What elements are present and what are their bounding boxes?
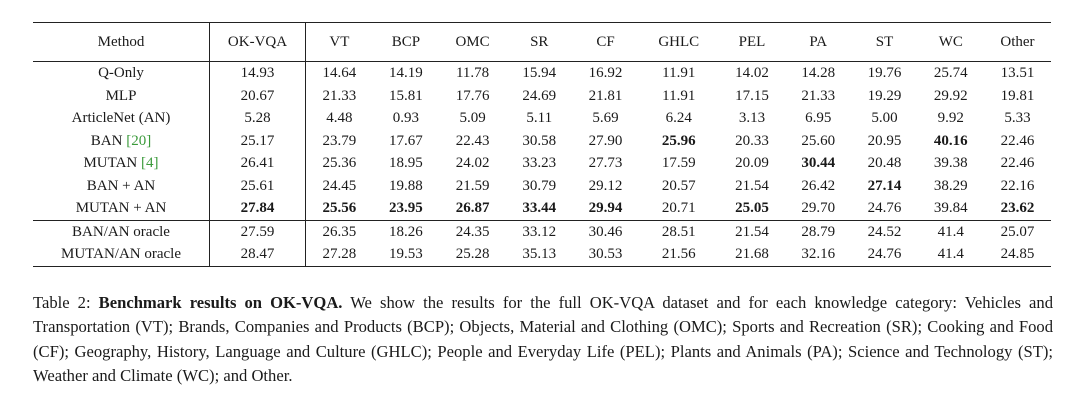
value-cell: 33.44	[522, 200, 557, 217]
value-cell: 29.94	[588, 200, 623, 217]
value-cell: 4.48	[326, 110, 353, 127]
value-cell: 20.95	[867, 132, 902, 149]
value-cell: 29.92	[933, 87, 968, 104]
value-cell: 38.29	[933, 177, 968, 194]
value-cell: 24.45	[322, 177, 357, 194]
method-name: MUTAN	[83, 155, 142, 172]
column-header: WC	[938, 34, 963, 50]
value-cell: 25.96	[661, 132, 696, 149]
value-cell: 3.13	[738, 110, 766, 127]
value-cell: 17.15	[735, 87, 769, 104]
value-cell: 26.41	[210, 152, 306, 175]
column-header: SR	[530, 34, 549, 50]
value-cell: 19.88	[388, 177, 423, 194]
table-row	[33, 243, 1051, 266]
value-cell: 14.28	[801, 65, 836, 82]
method-cell	[33, 85, 210, 108]
value-cell: 24.85	[1000, 246, 1035, 263]
value-cell: 28.79	[801, 223, 836, 240]
column-header: OK-VQA	[210, 23, 306, 62]
citation-link[interactable]: [20]	[126, 132, 152, 149]
value-cell: 25.28	[455, 246, 490, 263]
method-cell	[33, 152, 210, 175]
value-cell: 20.33	[735, 132, 769, 149]
value-cell: 15.81	[388, 87, 423, 104]
value-cell: 23.95	[388, 200, 423, 217]
table-body	[33, 62, 1051, 267]
value-cell: 24.35	[455, 223, 490, 240]
value-cell: 28.47	[210, 243, 306, 266]
value-cell: 19.81	[1000, 87, 1035, 104]
value-cell: 33.23	[522, 155, 557, 172]
value-cell: 30.53	[588, 246, 623, 263]
value-cell: 25.17	[210, 130, 306, 153]
method-cell	[33, 130, 210, 153]
value-cell: 17.59	[661, 155, 696, 172]
value-cell: 5.11	[526, 110, 553, 127]
value-cell: 21.54	[735, 177, 769, 194]
method-cell	[33, 197, 210, 220]
value-cell: 27.73	[588, 155, 623, 172]
value-cell: 41.4	[937, 246, 964, 263]
method-cell	[33, 220, 210, 243]
table-row	[33, 197, 1051, 220]
method-name: MUTAN/AN oracle	[60, 246, 181, 263]
value-cell: 25.60	[801, 132, 836, 149]
value-cell: 11.91	[662, 65, 696, 82]
value-cell: 25.56	[322, 200, 357, 217]
value-cell: 25.74	[933, 65, 968, 82]
value-cell: 25.07	[1000, 223, 1035, 240]
value-cell: 5.33	[1004, 110, 1031, 127]
column-header: GHLC	[658, 34, 700, 50]
value-cell: 6.95	[805, 110, 832, 127]
value-cell: 16.92	[588, 65, 623, 82]
value-cell: 20.67	[210, 85, 306, 108]
column-header: Method	[33, 23, 210, 62]
value-cell: 17.76	[455, 87, 490, 104]
value-cell: 0.93	[392, 110, 419, 127]
value-cell: 21.56	[661, 246, 696, 263]
value-cell: 21.54	[735, 223, 769, 240]
column-header: VT	[329, 34, 350, 50]
value-cell: 24.69	[522, 87, 557, 104]
value-cell: 11.91	[662, 87, 696, 104]
value-cell: 6.24	[665, 110, 692, 127]
value-cell: 27.84	[210, 197, 306, 220]
value-cell: 23.79	[322, 132, 357, 149]
value-cell: 24.02	[455, 155, 490, 172]
value-cell: 24.76	[867, 200, 902, 217]
value-cell: 21.33	[801, 87, 836, 104]
table-caption	[33, 291, 1053, 388]
value-cell: 41.4	[937, 223, 964, 240]
value-cell: 18.26	[388, 223, 423, 240]
value-cell: 22.43	[455, 132, 490, 149]
citation-link[interactable]: [4]	[141, 155, 159, 172]
column-header: PA	[809, 34, 828, 50]
method-cell	[33, 175, 210, 198]
value-cell: 22.46	[1000, 155, 1035, 172]
value-cell: 5.00	[871, 110, 898, 127]
value-cell: 24.52	[867, 223, 902, 240]
table-header	[33, 23, 1051, 62]
value-cell: 26.42	[801, 177, 836, 194]
value-cell: 20.71	[661, 200, 696, 217]
value-cell: 5.09	[459, 110, 486, 127]
value-cell: 26.87	[455, 200, 490, 217]
table-row	[33, 130, 1051, 153]
method-cell	[33, 62, 210, 85]
value-cell: 14.64	[322, 65, 357, 82]
value-cell: 27.14	[867, 177, 902, 194]
header-row	[33, 23, 1051, 62]
value-cell: 24.76	[867, 246, 902, 263]
results-table	[33, 22, 1051, 267]
value-cell: 20.09	[735, 155, 769, 172]
value-cell: 30.44	[801, 155, 836, 172]
value-cell: 18.95	[388, 155, 423, 172]
column-header: ST	[875, 34, 894, 50]
table-row	[33, 220, 1051, 243]
value-cell: 26.35	[322, 223, 357, 240]
column-header: CF	[596, 34, 615, 50]
caption-text: We show the results for the full OK-VQA dataset and for each knowledge category: Vehicles and Transportation (VT); Brands, Companies and Products (BCP); Objects, Material and Clothing (OMC); Sports and Recreation (SR); Cooking and Food (CF); Geography, History, Language and Culture (GHLC); People and Everyday Life (PEL); Plants and Animals (PA); Science and Technology (ST); Weather and Climate (WC); and Other.	[33, 293, 1053, 385]
value-cell: 30.79	[522, 177, 557, 194]
value-cell: 17.67	[388, 132, 423, 149]
method-name: BAN/AN oracle	[72, 223, 170, 240]
value-cell: 13.51	[1000, 65, 1035, 82]
value-cell: 27.59	[210, 220, 306, 243]
method-name: ArticleNet (AN)	[71, 110, 171, 127]
value-cell: 22.16	[1000, 177, 1035, 194]
value-cell: 21.68	[735, 246, 769, 263]
table-row	[33, 107, 1051, 130]
value-cell: 25.36	[322, 155, 357, 172]
value-cell: 40.16	[933, 132, 968, 149]
value-cell: 28.51	[661, 223, 696, 240]
value-cell: 21.33	[322, 87, 357, 104]
value-cell: 22.46	[1000, 132, 1035, 149]
value-cell: 30.46	[588, 223, 623, 240]
value-cell: 21.59	[455, 177, 490, 194]
table-row	[33, 85, 1051, 108]
value-cell: 39.84	[933, 200, 968, 217]
value-cell: 23.62	[1000, 200, 1035, 217]
column-header: BCP	[391, 34, 421, 50]
value-cell: 5.69	[592, 110, 619, 127]
table-row	[33, 175, 1051, 198]
value-cell: 15.94	[522, 65, 557, 82]
value-cell: 35.13	[522, 246, 557, 263]
value-cell: 39.38	[933, 155, 968, 172]
column-header: OMC	[455, 34, 490, 50]
column-header: PEL	[738, 34, 766, 50]
value-cell: 19.76	[867, 65, 902, 82]
table-row	[33, 152, 1051, 175]
caption-title: Benchmark results on OK-VQA.	[98, 293, 343, 312]
value-cell: 14.02	[735, 65, 769, 82]
value-cell: 27.90	[588, 132, 623, 149]
value-cell: 19.53	[388, 246, 423, 263]
value-cell: 19.29	[867, 87, 902, 104]
caption-label: Table 2:	[33, 293, 99, 312]
value-cell: 25.61	[210, 175, 306, 198]
value-cell: 20.57	[661, 177, 696, 194]
value-cell: 14.19	[388, 65, 423, 82]
value-cell: 21.81	[588, 87, 623, 104]
value-cell: 5.28	[210, 107, 306, 130]
value-cell: 30.58	[522, 132, 557, 149]
value-cell: 29.70	[801, 200, 836, 217]
value-cell: 11.78	[455, 65, 490, 82]
method-name: BAN	[90, 132, 127, 149]
column-header: Other	[1000, 34, 1035, 50]
value-cell: 20.48	[867, 155, 902, 172]
method-cell	[33, 107, 210, 130]
method-name: BAN + AN	[86, 177, 156, 194]
method-name: Q-Only	[98, 65, 144, 82]
method-name: MLP	[105, 87, 137, 104]
value-cell: 27.28	[322, 246, 357, 263]
value-cell: 14.93	[210, 62, 306, 85]
value-cell: 33.12	[522, 223, 557, 240]
method-cell	[33, 243, 210, 266]
table-row	[33, 62, 1051, 85]
value-cell: 25.05	[735, 200, 769, 217]
value-cell: 9.92	[937, 110, 964, 127]
method-name: MUTAN + AN	[75, 200, 167, 217]
value-cell: 29.12	[588, 177, 623, 194]
value-cell: 32.16	[801, 246, 836, 263]
